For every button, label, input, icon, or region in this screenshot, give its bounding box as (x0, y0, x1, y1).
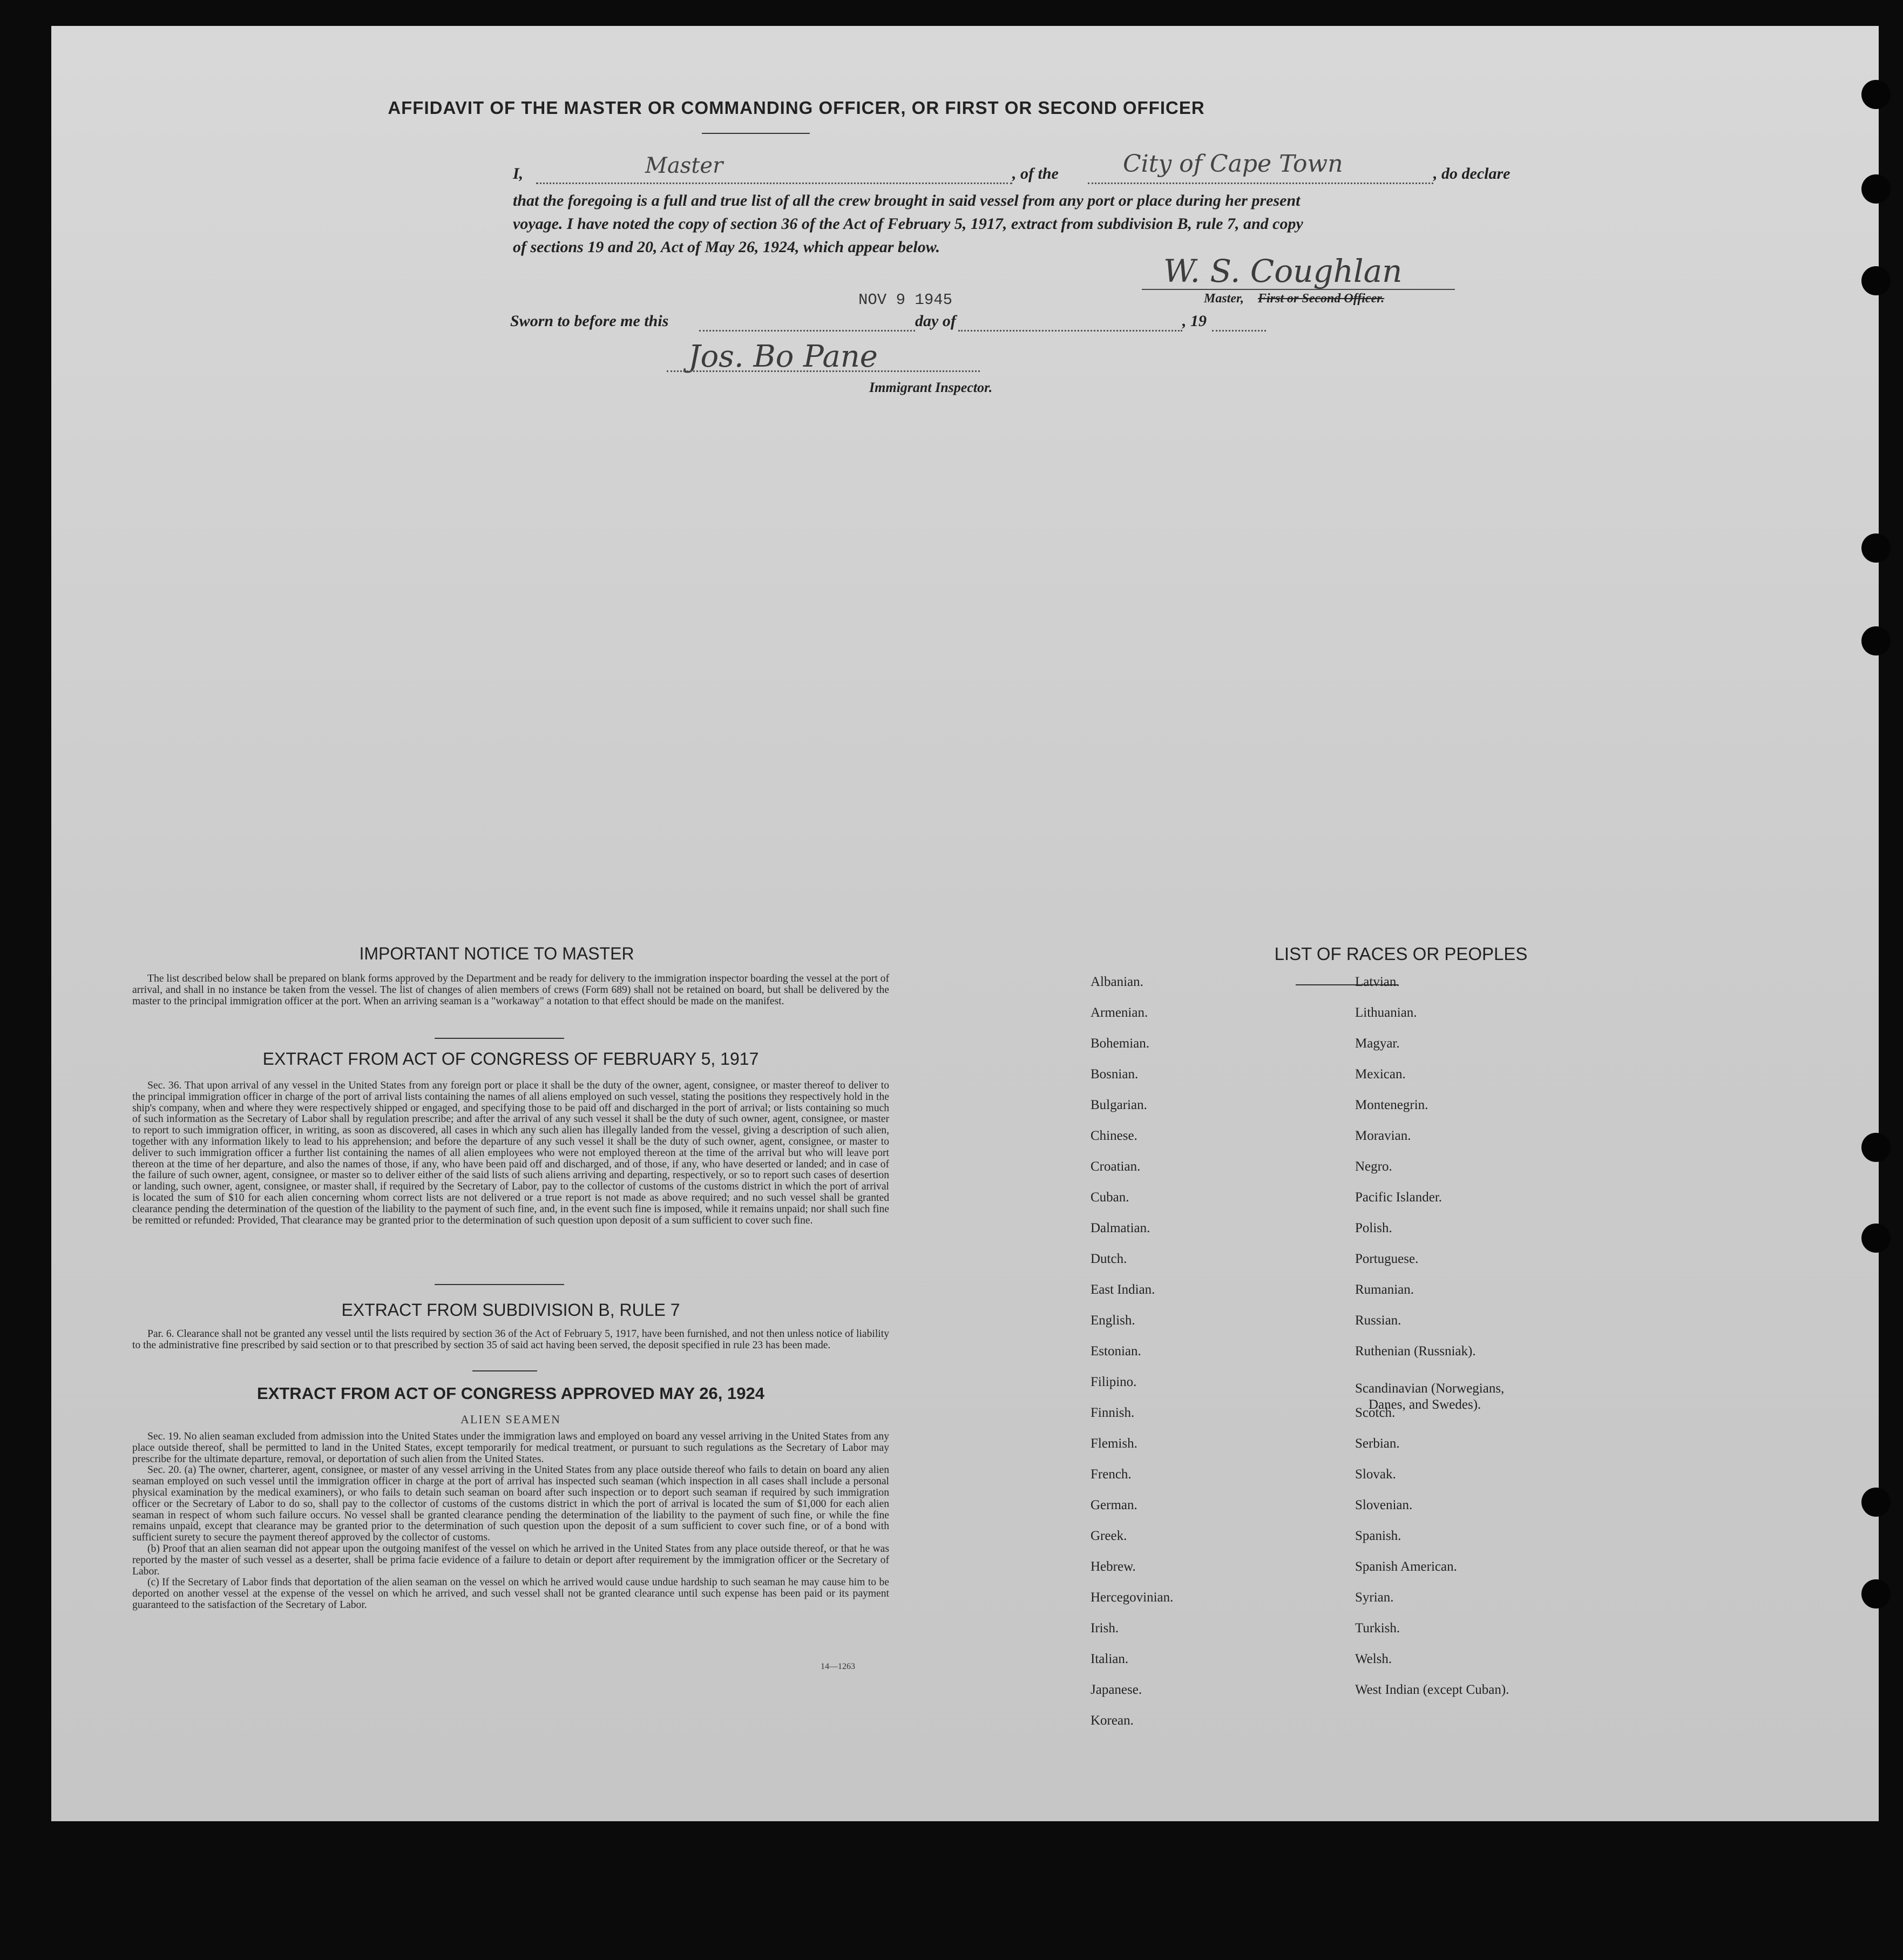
divider (472, 1370, 537, 1371)
form-number: 14—1263 (821, 1662, 855, 1671)
vessel-blank (1088, 183, 1433, 184)
year-prefix: , 19 (1182, 312, 1207, 330)
sworn-label: Sworn to before me this (510, 312, 669, 330)
master-label: Master, (1204, 292, 1244, 306)
race-item: Russian. (1355, 1313, 1401, 1328)
race-item: English. (1091, 1313, 1135, 1328)
race-item: Dutch. (1091, 1252, 1127, 1266)
extract-1924-sec20c: (c) If the Secretary of Labor finds that deportation of the alien seaman on the vessel on which he arrived would cause undue hardship to such seaman he may cause him to be deported on another vessel at the expense of the vessel on which he arrived, and such vessel shall not be granted clearance until such expense has been paid or its payment guaranteed to the satisfaction of the Secretary of Labor. (132, 1577, 889, 1611)
race-item: Croatian. (1091, 1159, 1141, 1174)
race-item: Montenegrin. (1355, 1098, 1428, 1112)
punch-hole (1861, 174, 1891, 204)
race-item: Hercegovinian. (1091, 1590, 1174, 1605)
race-item: Dalmatian. (1091, 1221, 1150, 1235)
race-item: Korean. (1091, 1713, 1134, 1728)
struck-officer-label: First or Second Officer. (1258, 292, 1385, 306)
race-item: Spanish American. (1355, 1559, 1457, 1574)
race-item: Mexican. (1355, 1067, 1406, 1082)
inspector-blank (667, 370, 980, 372)
day-of-label: day of (915, 312, 956, 330)
race-item: Albanian. (1091, 975, 1143, 989)
race-item: French. (1091, 1467, 1132, 1482)
punch-hole (1861, 626, 1891, 655)
affidavit-title: AFFIDAVIT OF THE MASTER OR COMMANDING OFFICER, OR FIRST OR SECOND OFFICER (388, 98, 1205, 118)
punch-hole (1861, 533, 1891, 563)
affidavit-body-line-3: of sections 19 and 20, Act of May 26, 1924, which appear below. (513, 238, 940, 256)
extract-rule7-title: EXTRACT FROM SUBDIVISION B, RULE 7 (341, 1300, 680, 1320)
race-item: Filipino. (1091, 1375, 1137, 1389)
inspector-signature: Jos. Bo Pane (688, 339, 878, 374)
race-item: Japanese. (1091, 1682, 1142, 1697)
handwritten-vessel: City of Cape Town (1123, 150, 1343, 178)
race-item: Syrian. (1355, 1590, 1394, 1605)
punch-hole (1861, 80, 1891, 109)
punch-hole (1861, 1579, 1891, 1608)
race-item: Magyar. (1355, 1036, 1400, 1051)
race-item: Bosnian. (1091, 1067, 1139, 1082)
race-item: Cuban. (1091, 1190, 1129, 1205)
race-item: Ruthenian (Russniak). (1355, 1344, 1476, 1359)
extract-1917-paragraph: Sec. 36. That upon arrival of any vessel in the United States from any foreign port or place it shall be the duty of the owner, agent, consignee, or master thereof to deliver to the principal immigration officer in charge of the port of arrival lists containing the names of all aliens employed on such vessel, stating the positions they respectively hold in the ship's company, when and where they were respectively shipped or engaged, and specifying those to be paid off and discharged in the port of arrival; or lists containing so much of such information as the Secretary of Labor shall by regulation prescribe; and after the arrival of any such vessel it shall be the duty of such owner, agent, consignee, or master to report to such immigration officer, in writing, as soon as discovered, all cases in which any such alien has illegally landed from the vessel, giving a description of such alien, together with any information likely to lead to his apprehension; and before the departure of any such vessel it shall be the duty of such owner, agent, consignee, or master to deliver to such immigration officer a further list containing the names of all alien employees who were not employed thereon at the time of the arrival but who will leave port thereon at the time of her departure, and also the names of those, if any, who have been paid off and discharged, and of those, if any, who have deserted or landed; and in case of the failure of such owner, agent, consignee, or master so to deliver either of the said lists of such aliens arriving and departing, respectively, or so to report such cases of desertion or landing, such owner, agent, consignee, or master shall, if required by the Secretary of Labor, pay to the collector of customs of the customs district in which the port of arrival is located the sum of $10 for each alien concerning whom correct lists are not delivered or a true report is not made as above required; and no such vessel shall be granted clearance pending the determination of the question of the liability to the payment of such fine, and, in the event such fine is imposed, while it remains unpaid; nor shall such fine be remitted or refunded: Provided, That clearance may be granted prior to the determination of such question upon deposit of a sum sufficient to cover such fine. (132, 1080, 889, 1226)
extract-1924-sec19: Sec. 19. No alien seaman excluded from admission into the United States under the immigration laws and employed on board any vessel arriving in the United States from any place outside thereof, shall be permitted to land in the United States, except temporarily for medical treatment, or pursuant to such regulations as the Secretary of Labor may prescribe for the ultimate departure, removal, or deportation of such alien from the United States. (132, 1431, 889, 1465)
extract-1917-title: EXTRACT FROM ACT OF CONGRESS OF FEBRUARY 5, 1917 (262, 1049, 759, 1069)
affidavit-body-line-2: voyage. I have noted the copy of section 36 of the Act of February 5, 1917, extract from subdivision B, rule 7, and copy (513, 215, 1303, 233)
race-item: Latvian. (1355, 975, 1400, 989)
inspector-label: Immigrant Inspector. (869, 380, 993, 395)
race-item: Flemish. (1091, 1436, 1137, 1451)
race-item: Slovenian. (1355, 1498, 1413, 1512)
extract-rule7-text (132, 1329, 889, 1351)
of-the-label: , of the (1012, 165, 1059, 183)
do-declare-label: , do declare (1433, 165, 1511, 183)
race-item: Armenian. (1091, 1005, 1148, 1020)
race-item: Scandinavian (Norwegians, (1355, 1381, 1505, 1396)
race-item: Lithuanian. (1355, 1005, 1417, 1020)
race-item: Irish. (1091, 1621, 1119, 1635)
race-item: Rumanian. (1355, 1282, 1414, 1297)
extract-1917-text (132, 1080, 889, 1226)
race-item: Spanish. (1355, 1529, 1401, 1543)
race-item: Hebrew. (1091, 1559, 1136, 1574)
date-stamp: NOV 9 1945 (858, 291, 953, 309)
notice-text (132, 974, 889, 1007)
divider (702, 133, 810, 134)
document-page (51, 26, 1879, 1821)
race-item: Polish. (1355, 1221, 1392, 1235)
extract-1924-sec20a: Sec. 20. (a) The owner, charterer, agent, consignee, or master of any vessel arriving in the United States from any place outside thereof who fails to detain on board any alien seaman employed on such vessel until the immigration officer in charge at the port of arrival has inspected such seaman (which inspection in all cases shall include a personal physical examination by the medical examiners), or who fails to detain such seaman on board after such inspection or to deport such seaman if required by such immigration officer or the Secretary of Labor to do so, shall pay to the collector of customs of the customs district in which the port of arrival is located the sum of $1,000 for each alien seaman in respect of whom such failure occurs. No vessel shall be granted clearance pending the determination of the liability to the payment of such fine, or while the fine remains unpaid, except that clearance may be granted prior to the determination of such question upon the deposit of a sum sufficient to cover such fine, or of a bond with sufficient surety to secure the payment thereof approved by the collector of customs. (132, 1464, 889, 1544)
race-item: Slovak. (1355, 1467, 1396, 1482)
race-item: Portuguese. (1355, 1252, 1419, 1266)
races-title: LIST OF RACES OR PEOPLES (1274, 944, 1528, 964)
notice-title: IMPORTANT NOTICE TO MASTER (359, 944, 634, 963)
year-blank (1212, 330, 1266, 332)
race-item: Bulgarian. (1091, 1098, 1147, 1112)
extract-1924-title: EXTRACT FROM ACT OF CONGRESS APPROVED MAY 26, 1924 (257, 1384, 764, 1403)
race-item: Scotch. (1355, 1405, 1396, 1420)
race-item: East Indian. (1091, 1282, 1155, 1297)
name-blank (536, 183, 1012, 184)
extract-1924-subtitle: ALIEN SEAMEN (460, 1412, 561, 1426)
divider (435, 1284, 564, 1285)
race-item: West Indian (except Cuban). (1355, 1682, 1509, 1697)
race-item: Chinese. (1091, 1128, 1137, 1143)
race-item: Bohemian. (1091, 1036, 1150, 1051)
sworn-month-blank (958, 330, 1182, 332)
extract-rule7-paragraph: Par. 6. Clearance shall not be granted any vessel until the lists required by section 36 of the Act of February 5, 1917, have been furnished, and not then unless notice of liability to the administrative fine prescribed by said section or to that prescribed by section 35 of said act having been served, the deposit specified in rule 23 has been made. (132, 1328, 889, 1351)
race-item: Italian. (1091, 1652, 1129, 1666)
sworn-day-blank (699, 330, 915, 332)
punch-hole (1861, 1133, 1891, 1162)
race-item: Estonian. (1091, 1344, 1141, 1359)
race-item: Moravian. (1355, 1128, 1411, 1143)
extract-1924-sec20b: (b) Proof that an alien seaman did not appear upon the outgoing manifest of the vessel on which he arrived in the United States from any place outside thereof, or that he was reported by the master of such vessel as a deserter, shall be prima facie evidence of a failure to detain or deport after requirement by the immigration officer or the Secretary of Labor. (132, 1543, 889, 1577)
race-item: Pacific Islander. (1355, 1190, 1443, 1205)
punch-hole (1861, 266, 1891, 295)
punch-hole (1861, 1224, 1891, 1253)
race-item: Danes, and Swedes). (1369, 1397, 1481, 1412)
punch-hole (1861, 1488, 1891, 1517)
race-item: Turkish. (1355, 1621, 1400, 1635)
master-signature: W. S. Coughlan (1163, 253, 1403, 289)
notice-paragraph: The list described below shall be prepared on blank forms approved by the Department and be ready for delivery to the immigration inspector boarding the vessel at the port of arrival, and shall in no instance be taken from the vessel. The list of changes of alien members of crews (Form 689) shall not be retained on board, but shall be delivered by the master to the principal immigration officer at the port. When an arriving seaman is a "workaway" a notation to that effect should be made on the manifest. (132, 973, 889, 1007)
handwritten-name: Master (645, 153, 723, 178)
affidavit-body-line-1: that the foregoing is a full and true list of all the crew brought in said vessel from any port or place during her present (513, 192, 1301, 209)
divider (435, 1038, 564, 1039)
race-item: German. (1091, 1498, 1137, 1512)
race-item: Negro. (1355, 1159, 1392, 1174)
race-item: Greek. (1091, 1529, 1127, 1543)
race-item: Serbian. (1355, 1436, 1400, 1451)
affidavit-prefix: I, (513, 165, 524, 183)
race-item: Finnish. (1091, 1405, 1135, 1420)
extract-1924-text (132, 1431, 889, 1611)
race-item: Welsh. (1355, 1652, 1392, 1666)
